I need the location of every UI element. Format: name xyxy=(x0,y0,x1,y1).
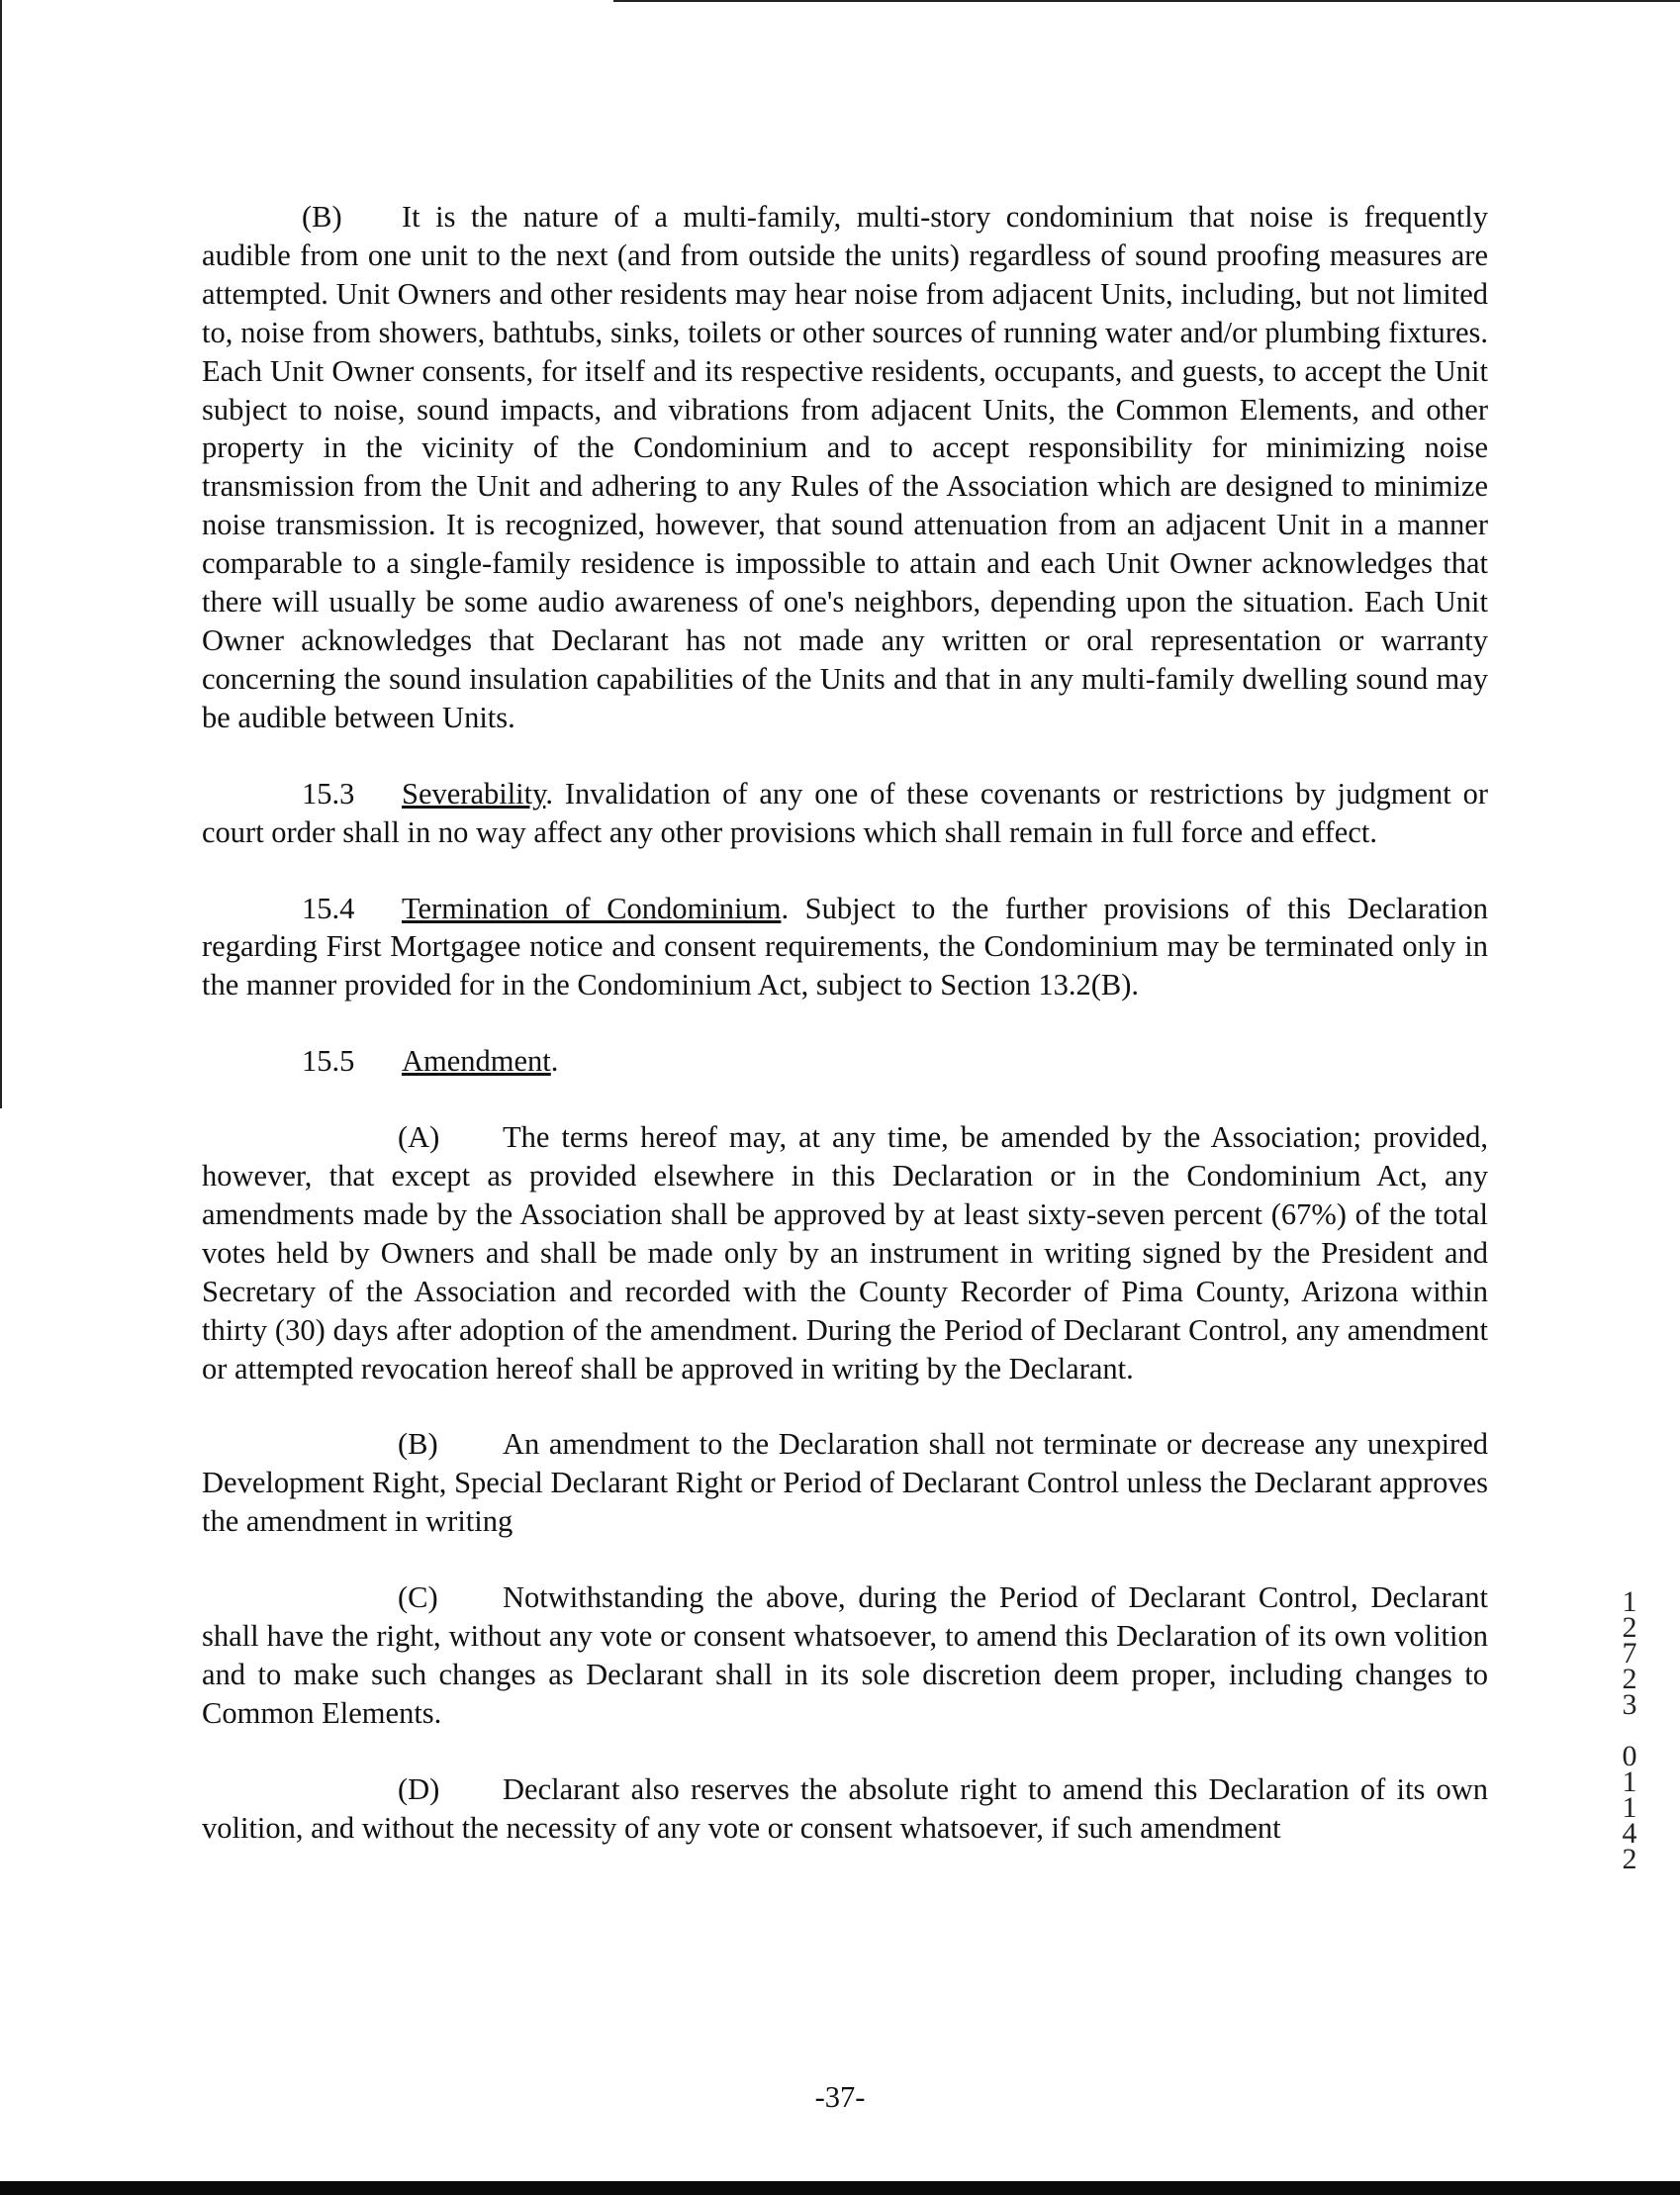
subsection-text: The terms hereof may, at any time, be amended by the Association; provided, however, that except as provided elsewhere in this Declaration or in the Condominium Act, any amendments made by the Association shall be approved by at least sixty-seven percent (67%) of the total votes held by Owners and shall be made only by an instrument in writing signed by the President and Secretary of the Association and recorded with the County Recorder of Pima County, Arizona within thirty (30) days after adoption of the amendment. During the Period of Declarant Control, any amendment or attempted revocation hereof shall be approved in writing by the Declarant. xyxy=(202,1120,1488,1385)
left-scan-edge xyxy=(0,0,2,1108)
recording-stamp xyxy=(1615,1585,1644,1875)
stamp-digit: 0 xyxy=(1622,1740,1637,1772)
stamp-digit: 2 xyxy=(1622,1663,1637,1695)
subsection-c xyxy=(202,1578,1488,1733)
stamp-digit: 4 xyxy=(1622,1817,1637,1850)
section-number: 15.3 xyxy=(302,776,355,811)
section-text: . Subject to the further provisions of this Declaration regarding First Mortgagee notice and consent requirements, the Condominium may be terminated only in the manner provided for in the Condominium Act, subject to Section 13.2(B). xyxy=(202,891,1488,1002)
stamp-digit: 3 xyxy=(1622,1688,1637,1721)
subsection-text: An amendment to the Declaration shall not terminate or decrease any unexpired Development Right, Special Declarant Right or Period of Declarant Control unless the Declarant approves the amendment in writing xyxy=(202,1427,1488,1539)
bottom-scan-edge xyxy=(0,2181,1680,2195)
stamp-digit: 1 xyxy=(1622,1585,1637,1618)
section-number: 15.5 xyxy=(302,1044,355,1079)
document-body xyxy=(202,198,1488,1848)
stamp-digit: 7 xyxy=(1622,1637,1637,1670)
section-15-4 xyxy=(202,890,1488,1005)
paragraph-b-noise xyxy=(202,198,1488,737)
section-15-3 xyxy=(202,775,1488,852)
section-15-5-heading xyxy=(202,1042,1488,1081)
stamp-digit: 1 xyxy=(1622,1766,1637,1798)
page-number: -37- xyxy=(814,2080,866,2114)
subsection-a xyxy=(202,1118,1488,1387)
top-border-line xyxy=(613,0,1680,2)
stamp-digit: 1 xyxy=(1622,1791,1637,1824)
stamp-digit: 2 xyxy=(1622,1611,1637,1644)
subsection-label: (C) xyxy=(398,1580,438,1615)
section-text: . Invalidation of any one of these covenants or restrictions by judgment or court order shall in no way affect any other provisions which shall remain in full force and effect. xyxy=(202,776,1488,849)
section-title: Termination of Condominium xyxy=(402,891,782,925)
paragraph-text: It is the nature of a multi-family, multi-story condominium that noise is frequently audible from one unit to the next (and from outside the units) regardless of sound proofing measures are attempted. Unit Owners and other residents may hear noise from adjacent Units, including, but not limited to, noise from showers, bathtubs, sinks, toilets or other sources of running water and/or plumbing fixtures. Each Unit Owner consents, for itself and its respective residents, occupants, and guests, to accept the Unit subject to noise, sound impacts, and vibrations from adjacent Units, the Common Elements, and other property in the vicinity of the Condominium and to accept responsibility for minimizing noise transmission from the Unit and adhering to any Rules of the Association which are designed to minimize noise transmission. It is recognized, however, that sound attenuation from an adjacent Unit in a manner comparable to a single-family residence is impossible to attain and each Unit Owner acknowledges that there will usually be some audio awareness of one's neighbors, depending upon the situation. Each Unit Owner acknowledges that Declarant has not made any written or oral representation or warranty concerning the sound insulation capabilities of the Units and that in any multi-family dwelling sound may be audible between Units. xyxy=(202,200,1488,734)
paragraph-label: (B) xyxy=(302,200,342,234)
subsection-label: (B) xyxy=(398,1427,438,1462)
subsection-label: (D) xyxy=(398,1771,440,1806)
subsection-label: (A) xyxy=(398,1120,440,1155)
stamp-digit: 2 xyxy=(1622,1843,1637,1875)
subsection-b xyxy=(202,1425,1488,1541)
section-title: Amendment xyxy=(402,1044,551,1079)
subsection-text: Notwithstanding the above, during the Period of Declarant Control, Declarant shall have the right, without any vote or consent whatsoever, to amend this Declaration of its own volition and to make such changes as Declarant shall in its sole discretion deem proper, including changes to Common Elements. xyxy=(202,1580,1488,1730)
section-title: Severability xyxy=(402,776,546,811)
section-number: 15.4 xyxy=(302,891,355,925)
subsection-text: Declarant also reserves the absolute right to amend this Declaration of its own volition, and without the necessity of any vote or consent whatsoever, if such amendment xyxy=(202,1771,1488,1845)
section-title-suffix: . xyxy=(550,1044,559,1079)
subsection-d xyxy=(202,1770,1488,1848)
